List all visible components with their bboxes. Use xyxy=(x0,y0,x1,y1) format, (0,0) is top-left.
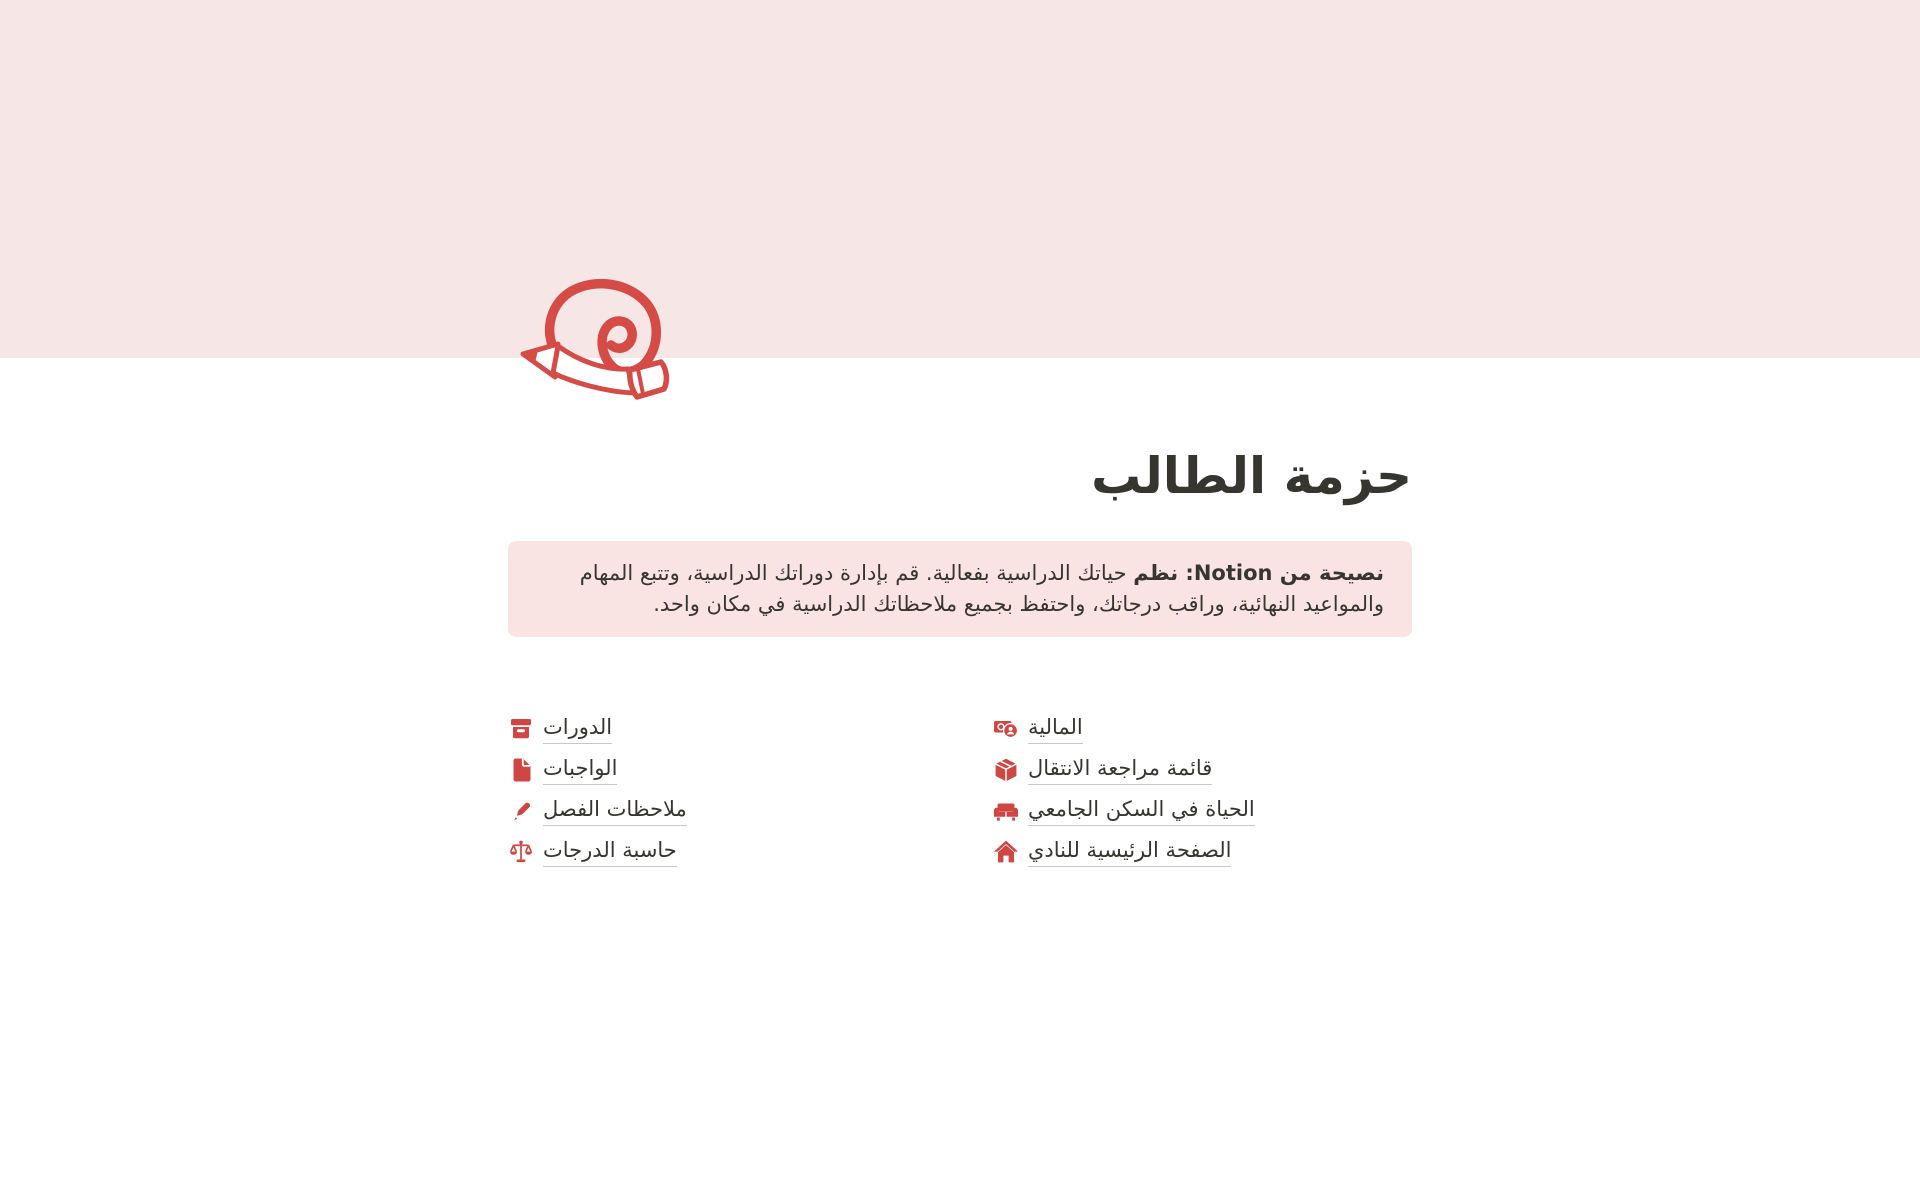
callout-body-text: حياتك الدراسية بفعالية. قم بإدارة دوراتك الدراسية، وتتبع المهام والمواعيد النهائية، وراقب درجاتك، واحتفظ بجميع ملاحظاتك الدراسية في مكان واحد. xyxy=(579,560,1384,616)
callout-bold-text: نصيحة من Notion: نظم xyxy=(1133,560,1384,585)
link-label[interactable]: الصفحة الرئيسية للنادي xyxy=(1028,837,1231,867)
link-class-notes[interactable] xyxy=(508,796,960,826)
link-label[interactable]: الواجبات xyxy=(543,755,617,785)
package-icon xyxy=(993,757,1019,783)
links-column-left xyxy=(508,714,960,878)
link-label[interactable]: ملاحظات الفصل xyxy=(543,796,687,826)
page-cover xyxy=(0,0,1920,358)
page-content xyxy=(508,358,1412,878)
link-assignments[interactable] xyxy=(508,755,960,785)
notion-tip-callout xyxy=(508,541,1412,637)
archive-box-icon xyxy=(508,716,534,742)
link-label[interactable]: حاسبة الدرجات xyxy=(543,837,677,867)
couch-icon xyxy=(993,798,1019,824)
link-label[interactable]: الحياة في السكن الجامعي xyxy=(1028,796,1255,826)
link-label[interactable]: المالية xyxy=(1028,714,1083,744)
link-moving-checklist[interactable] xyxy=(993,755,1412,785)
scale-icon xyxy=(508,839,534,865)
link-finances[interactable] xyxy=(993,714,1412,744)
link-courses[interactable] xyxy=(508,714,960,744)
page-title: حزمة الطالب xyxy=(1091,447,1412,505)
links-column-right xyxy=(993,714,1412,878)
pencil-swirl-logo-svg xyxy=(510,270,680,430)
pencil-swirl-logo[interactable] xyxy=(510,270,680,430)
page-links-grid xyxy=(508,714,1412,878)
link-dorm-life[interactable] xyxy=(993,796,1412,826)
house-icon xyxy=(993,839,1019,865)
link-label[interactable]: قائمة مراجعة الانتقال xyxy=(1028,755,1212,785)
pencil-icon xyxy=(508,798,534,824)
document-icon xyxy=(508,757,534,783)
money-icon xyxy=(993,716,1019,742)
link-club-homepage[interactable] xyxy=(993,837,1412,867)
link-label[interactable]: الدورات xyxy=(543,714,612,744)
link-grade-calculator[interactable] xyxy=(508,837,960,867)
